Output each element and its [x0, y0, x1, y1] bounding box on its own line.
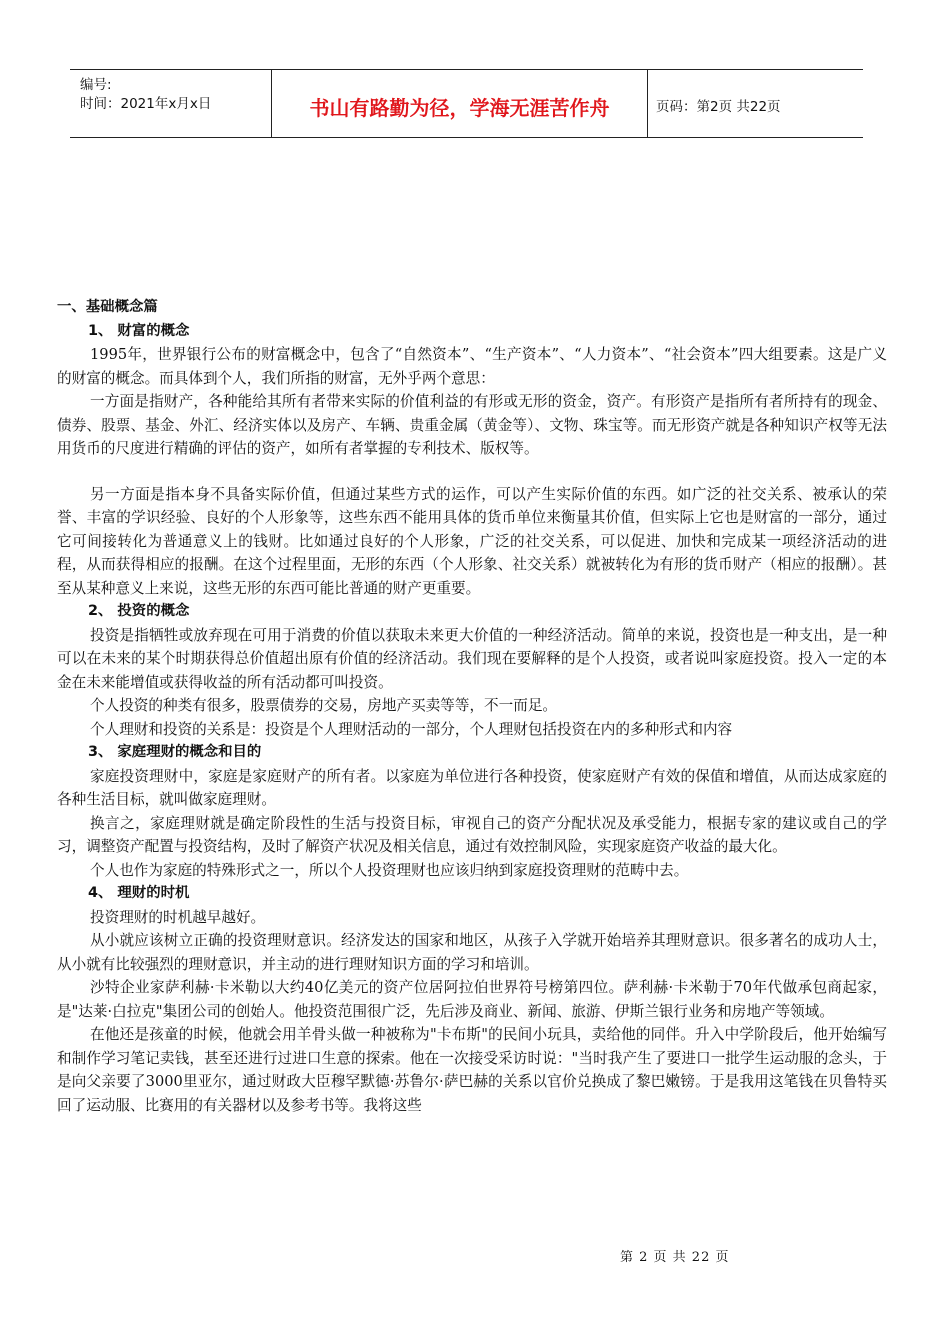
paragraph: 1995年，世界银行公布的财富概念中，包含了“自然资本”、“生产资本”、“人力资本”、“社会资本”四大组要素。这是广义的财富的概念。而具体到个人，我们所指的财富，无外乎两个意思：: [57, 346, 887, 387]
subsection-title-timing: 4、 理财的时机: [88, 885, 190, 901]
paragraph: 沙特企业家萨利赫·卡米勒以大约40亿美元的资产位居阿拉伯世界符号榜第四位。萨利赫·卡米勒于70年代做承包商起家，是"达莱·白拉克"集团公司的创始人。他投资范围很广泛，先后涉及商业、新闻、旅游、伊斯兰银行业务和房地产等领域。: [57, 979, 887, 1020]
document-body: [57, 296, 887, 1117]
subsection-title-family-finance: 3、 家庭理财的概念和目的: [88, 744, 262, 760]
header-page-code: 页码：第2页 共22页: [656, 99, 781, 115]
header-motto: 书山有路勤为径，学海无涯苦作舟: [309, 96, 610, 120]
header-page-cell: [648, 70, 863, 137]
paragraph: 投资理财的时机越早越好。: [90, 908, 266, 926]
paragraph: 在他还是孩童的时候，他就会用羊骨头做一种被称为"卡布斯"的民间小玩具，卖给他的同伴。升入中学阶段后，他开始编写和制作学习笔记卖钱，甚至还进行过进口生意的探索。他在一次接受采访时说："当时我产生了要进口一批学生运动服的念头，于是向父亲要了3000里亚尔，通过财政大臣穆罕默德·苏鲁尔·萨巴赫的关系以官价兑换成了黎巴嫩镑。于是我用这笔钱在贝鲁特买回了运动服、比赛用的有关器材以及参考书等。我将这些: [57, 1026, 887, 1114]
header-motto-cell: [272, 70, 648, 137]
paragraph: 一方面是指财产，各种能给其所有者带来实际的价值利益的有形或无形的资金，资产。有形资产是指所有者所持有的现金、债券、股票、基金、外汇、经济实体以及房产、车辆、贵重金属（黄金等）、文物、珠宝等。而无形资产就是各种知识产权等无法用货币的尺度进行精确的评估的资产，如所有者掌握的专利技术、版权等。: [57, 393, 887, 457]
paragraph: 个人理财和投资的关系是：投资是个人理财活动的一部分，个人理财包括投资在内的多种形式和内容: [90, 720, 733, 738]
document-header: [70, 69, 863, 138]
paragraph: 投资是指牺牲或放弃现在可用于消费的价值以获取未来更大价值的一种经济活动。简单的来说，投资也是一种支出，是一种可以在未来的某个时期获得总价值超出原有价值的经济活动。我们现在要解释的是个人投资，或者说叫家庭投资。投入一定的本金在未来能增值或获得收益的所有活动都可叫投资。: [57, 626, 887, 691]
paragraph: 另一方面是指本身不具备实际价值，但通过某些方式的运作，可以产生实际价值的东西。如广泛的社交关系、被承认的荣誉、丰富的学识经验、良好的个人形象等，这些东西不能用具体的货币单位来衡量其价值，但实际上它也是财富的一部分，通过它可间接转化为普通意义上的钱财。比如通过良好的个人形象，广泛的社交关系，可以促进、加快和完成某一项经济活动的进程，从而获得相应的报酬。在这个过程里面，无形的东西（个人形象、社交关系）就被转化为有形的货币财产（相应的报酬）。甚至从某种意义上来说，这些无形的东西可能比普通的财产更重要。: [57, 485, 887, 597]
paragraph-spacer: [57, 461, 887, 483]
paragraph: 家庭投资理财中，家庭是家庭财产的所有者。以家庭为单位进行各种投资，使家庭财产有效的保值和增值，从而达成家庭的各种生活目标，就叫做家庭理财。: [57, 767, 887, 808]
section-title: 一、基础概念篇: [57, 299, 158, 315]
document-time-label: 时间：2021年x月x日: [80, 96, 212, 112]
paragraph: 个人投资的种类有很多，股票债券的交易，房地产买卖等等，不一而足。: [90, 697, 558, 714]
paragraph: 换言之，家庭理财就是确定阶段性的生活与投资目标，审视自己的资产分配状况及承受能力，根据专家的建议或自己的学习，调整资产配置与投资结构，及时了解资产状况及相关信息，通过有效控制风险，实现家庭资产收益的最大化。: [57, 814, 887, 855]
paragraph: 个人也作为家庭的特殊形式之一，所以个人投资理财也应该归纳到家庭投资理财的范畴中去。: [90, 861, 689, 879]
document-number-label: 编号:: [80, 77, 112, 93]
subsection-title-investment: 2、 投资的概念: [88, 603, 190, 619]
page-footer: 第 2 页 共 22 页: [620, 1250, 730, 1265]
header-meta-cell: [70, 70, 272, 137]
paragraph: 从小就应该树立正确的投资理财意识。经济发达的国家和地区，从孩子入学就开始培养其理财意识。很多著名的成功人士，从小就有比较强烈的理财意识，并主动的进行理财知识方面的学习和培训。: [57, 932, 887, 973]
subsection-title-wealth: 1、 财富的概念: [88, 322, 190, 339]
